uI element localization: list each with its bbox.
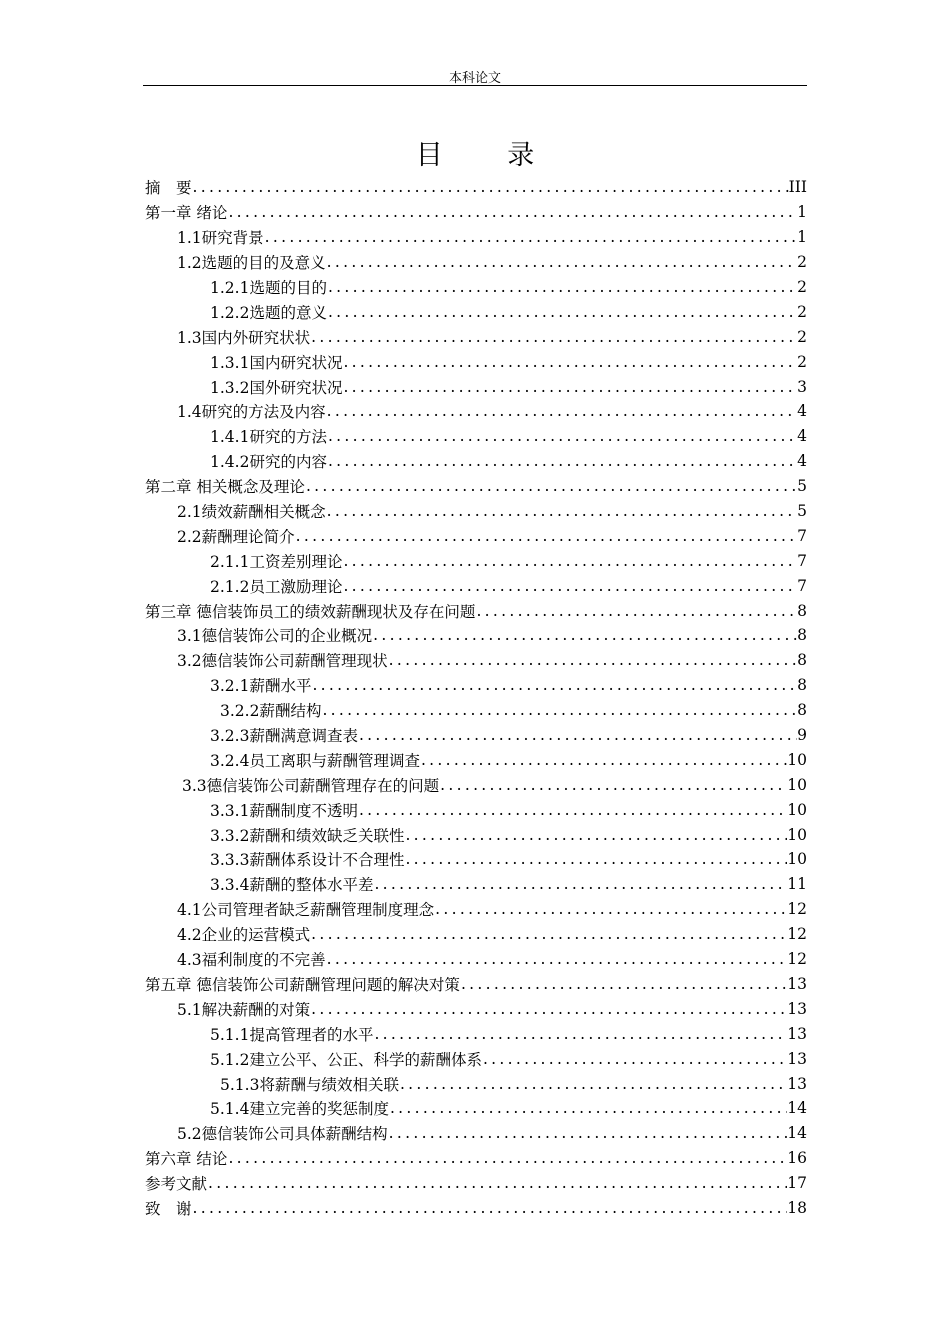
- toc-entry-title: 参考文献: [145, 1175, 208, 1194]
- toc-entry-title: 1.4.1研究的方法: [210, 428, 327, 447]
- toc-entry[interactable]: [143, 897, 807, 922]
- toc-leader-dots: [372, 626, 797, 644]
- toc-entry-page: 13: [787, 999, 807, 1018]
- toc-entry-page: 13: [787, 1024, 807, 1043]
- toc-entry[interactable]: [143, 474, 807, 499]
- toc-leader-dots: [358, 801, 787, 819]
- toc-entry-page: 12: [787, 950, 807, 969]
- toc-entry[interactable]: [143, 772, 807, 797]
- toc-leader-dots: [310, 925, 787, 943]
- toc-entry-page: 13: [787, 1049, 807, 1068]
- toc-leader-dots: [192, 1199, 788, 1217]
- toc-leader-dots: [373, 1025, 787, 1043]
- header-divider: [143, 85, 807, 86]
- toc-entry-title: 3.3.3薪酬体系设计不合理性: [210, 851, 405, 870]
- toc-leader-dots: [264, 228, 797, 246]
- toc-entry-title: 5.1.2建立公平、公正、科学的薪酬体系: [210, 1050, 482, 1069]
- toc-entry-title: 2.1.2员工激励理论: [210, 577, 343, 596]
- toc-entry[interactable]: [143, 225, 807, 250]
- toc-leader-dots: [482, 1050, 787, 1068]
- toc-entry-page: 4: [797, 402, 807, 421]
- toc-entry[interactable]: [143, 747, 807, 772]
- toc-entry-page: 3: [797, 377, 807, 396]
- toc-entry-title: 5.1.1提高管理者的水平: [210, 1025, 374, 1044]
- toc-entry-page: 1: [797, 228, 807, 247]
- toc-leader-dots: [373, 875, 787, 893]
- toc-entry[interactable]: [143, 1096, 807, 1121]
- toc-entry-title: 致 谢: [145, 1199, 192, 1218]
- toc-entry[interactable]: [143, 523, 807, 548]
- toc-entry-title: 4.3福利制度的不完善: [177, 951, 326, 970]
- toc-entry[interactable]: [143, 972, 807, 997]
- toc-entry-title: 3.1德信装饰公司的企业概况: [177, 627, 373, 646]
- toc-entry[interactable]: [143, 275, 807, 300]
- toc-entry[interactable]: [143, 374, 807, 399]
- toc-entry-title: 3.3.1薪酬制度不透明: [210, 801, 358, 820]
- toc-entry[interactable]: [143, 847, 807, 872]
- toc-entry[interactable]: [143, 648, 807, 673]
- toc-leader-dots: [310, 1000, 787, 1018]
- toc-leader-dots: [311, 676, 797, 694]
- toc-entry[interactable]: [143, 175, 807, 200]
- toc-entry-page: 5: [797, 477, 807, 496]
- toc-leader-dots: [326, 402, 797, 420]
- toc-entry-title: 1.2.1选题的目的: [210, 279, 327, 297]
- toc-leader-dots: [342, 577, 797, 595]
- toc-entry-page: 10: [787, 775, 807, 794]
- toc-entry-page: 4: [797, 452, 807, 471]
- toc-entry-title: 4.2企业的运营模式: [177, 926, 311, 945]
- toc-entry-title: 第二章 相关概念及理论: [145, 478, 305, 497]
- toc-leader-dots: [227, 1149, 787, 1167]
- toc-entry-title: 2.2薪酬理论简介: [177, 527, 295, 546]
- toc-entry-title: 3.2德信装饰公司薪酬管理现状: [177, 652, 388, 671]
- toc-entry[interactable]: [143, 1171, 807, 1196]
- toc-leader-dots: [295, 527, 797, 545]
- toc-entry[interactable]: [143, 1046, 807, 1071]
- toc-entry-title: 1.3.1国内研究状况: [210, 353, 343, 372]
- toc-entry-page: 7: [797, 526, 807, 545]
- toc-entry-page: 10: [787, 750, 807, 769]
- toc-leader-dots: [358, 726, 797, 744]
- toc-entry-page: 13: [787, 1074, 807, 1093]
- toc-entry-page: 7: [797, 576, 807, 595]
- toc-entry-page: 16: [787, 1149, 807, 1168]
- toc-entry-page: 10: [787, 800, 807, 819]
- toc-leader-dots: [434, 900, 787, 918]
- toc-entry-title: 5.1解决薪酬的对策: [177, 1000, 311, 1019]
- toc-entry-page: 5: [797, 502, 807, 521]
- toc-leader-dots: [404, 826, 787, 844]
- toc-entry-title: 2.1绩效薪酬相关概念: [177, 503, 326, 522]
- toc-entry-page: 9: [797, 726, 807, 745]
- toc-entry[interactable]: [143, 1121, 807, 1146]
- toc-entry-title: 1.4.2研究的内容: [210, 453, 327, 472]
- toc-entry[interactable]: [143, 1196, 807, 1221]
- toc-leader-dots: [227, 203, 797, 221]
- toc-leader-dots: [207, 1174, 787, 1192]
- toc-leader-dots: [326, 502, 797, 520]
- toc-entry[interactable]: [143, 797, 807, 822]
- toc-entry-title: 3.2.4员工离职与薪酬管理调查: [210, 751, 420, 770]
- toc-leader-dots: [327, 278, 797, 296]
- toc-entry-page: 11: [787, 875, 807, 894]
- toc-entry[interactable]: [143, 623, 807, 648]
- toc-entry-title: 第一章 绪论: [145, 204, 228, 223]
- toc-entry-page: 8: [797, 701, 807, 720]
- toc-entry-title: 3.2.1薪酬水平: [210, 677, 312, 696]
- toc-leader-dots: [342, 353, 797, 371]
- toc-entry-title: 1.1研究背景: [177, 229, 264, 248]
- toc-entry[interactable]: [143, 424, 807, 449]
- toc-entry-title: 5.2德信装饰公司具体薪酬结构: [177, 1125, 388, 1144]
- toc-entry-page: 8: [797, 626, 807, 645]
- toc-entry-page: 2: [797, 278, 807, 296]
- toc-leader-dots: [399, 1075, 787, 1093]
- toc-entry[interactable]: [143, 723, 807, 748]
- toc-entry[interactable]: [143, 1021, 807, 1046]
- toc-leader-dots: [388, 651, 797, 669]
- toc-entry-page: 1: [797, 203, 807, 222]
- toc-leader-dots: [439, 776, 787, 794]
- toc-entry-page: 10: [787, 825, 807, 844]
- toc-entry-title: 摘 要: [145, 179, 192, 198]
- toc-entry-title: 4.1公司管理者缺乏薪酬管理制度理念: [177, 901, 435, 920]
- toc-entry[interactable]: [143, 324, 807, 349]
- toc-entry-title: 3.3德信装饰公司薪酬管理存在的问题: [182, 776, 440, 795]
- toc-leader-dots: [342, 552, 797, 570]
- toc-leader-dots: [326, 950, 788, 968]
- toc-entry-page: 12: [787, 925, 807, 944]
- toc-entry-title: 1.2选题的目的及意义: [177, 254, 326, 273]
- toc-entry-title: 第五章 德信装饰公司薪酬管理问题的解决对策: [145, 975, 460, 994]
- toc-entry[interactable]: [143, 872, 807, 897]
- toc-leader-dots: [389, 1099, 787, 1117]
- toc-leader-dots: [404, 850, 787, 868]
- toc-leader-dots: [327, 303, 797, 321]
- toc-title: 目 录: [415, 140, 563, 171]
- table-of-contents: [143, 175, 807, 1220]
- toc-entry-title: 1.2.2选题的意义: [210, 303, 327, 322]
- toc-entry[interactable]: [143, 250, 807, 275]
- toc-leader-dots: [327, 427, 797, 445]
- toc-entry-page: 14: [787, 1124, 807, 1143]
- toc-entry-page: 18: [787, 1198, 807, 1217]
- toc-entry-title: 3.3.4薪酬的整体水平差: [210, 876, 374, 895]
- toc-entry[interactable]: [143, 947, 807, 972]
- toc-entry-page: 2: [797, 302, 807, 321]
- toc-entry-page: 2: [797, 352, 807, 371]
- toc-entry[interactable]: [143, 1146, 807, 1171]
- toc-entry-title: 5.1.4建立完善的奖惩制度: [210, 1100, 389, 1119]
- toc-leader-dots: [460, 975, 787, 993]
- toc-entry-page: III: [788, 178, 807, 197]
- toc-entry-page: 10: [787, 850, 807, 869]
- toc-entry-page: 4: [797, 427, 807, 446]
- toc-entry[interactable]: [143, 922, 807, 947]
- toc-leader-dots: [475, 602, 797, 620]
- toc-leader-dots: [310, 328, 797, 346]
- toc-entry-page: 12: [787, 900, 807, 919]
- toc-entry[interactable]: [143, 1071, 807, 1096]
- toc-entry[interactable]: [143, 499, 807, 524]
- toc-entry[interactable]: [143, 673, 807, 698]
- toc-entry-page: 8: [797, 676, 807, 695]
- toc-entry-title: 2.1.1工资差别理论: [210, 552, 343, 571]
- toc-entry[interactable]: [143, 299, 807, 324]
- toc-entry[interactable]: [143, 399, 807, 424]
- toc-leader-dots: [327, 452, 797, 470]
- toc-entry-title: 第六章 结论: [145, 1150, 228, 1169]
- toc-entry-title: 1.4研究的方法及内容: [177, 403, 326, 422]
- toc-entry[interactable]: [143, 449, 807, 474]
- toc-entry[interactable]: [143, 996, 807, 1021]
- toc-entry-page: 13: [787, 974, 807, 993]
- toc-entry-title: 3.2.2薪酬结构: [220, 702, 322, 721]
- toc-entry-page: 17: [787, 1174, 807, 1193]
- toc-entry-title: 3.3.2薪酬和绩效缺乏关联性: [210, 826, 405, 845]
- toc-entry[interactable]: [143, 548, 807, 573]
- toc-entry[interactable]: [143, 698, 807, 723]
- toc-leader-dots: [326, 253, 797, 271]
- toc-entry-title: 5.1.3将薪酬与绩效相关联: [220, 1075, 399, 1094]
- toc-leader-dots: [305, 477, 797, 495]
- toc-leader-dots: [420, 751, 787, 769]
- toc-leader-dots: [321, 701, 797, 719]
- toc-entry[interactable]: [143, 573, 807, 598]
- toc-entry-page: 14: [787, 1099, 807, 1118]
- toc-entry[interactable]: [143, 200, 807, 225]
- toc-entry[interactable]: [143, 598, 807, 623]
- toc-entry-page: 8: [797, 601, 807, 620]
- toc-entry-page: 8: [797, 651, 807, 670]
- toc-entry[interactable]: [143, 822, 807, 847]
- toc-leader-dots: [388, 1124, 788, 1142]
- toc-entry-page: 2: [797, 253, 807, 272]
- toc-leader-dots: [192, 178, 789, 196]
- toc-entry-page: 7: [797, 551, 807, 570]
- toc-entry-page: 2: [797, 327, 807, 346]
- toc-entry-title: 1.3.2国外研究状况: [210, 378, 343, 397]
- page-header-title: 本科论文: [448, 71, 501, 86]
- toc-entry-title: 3.2.3薪酬满意调查表: [210, 727, 358, 746]
- toc-leader-dots: [342, 378, 797, 396]
- toc-entry[interactable]: [143, 349, 807, 374]
- toc-entry-title: 第三章 德信装饰员工的绩效薪酬现状及存在问题: [145, 602, 476, 621]
- toc-entry-title: 1.3国内外研究状状: [177, 328, 311, 347]
